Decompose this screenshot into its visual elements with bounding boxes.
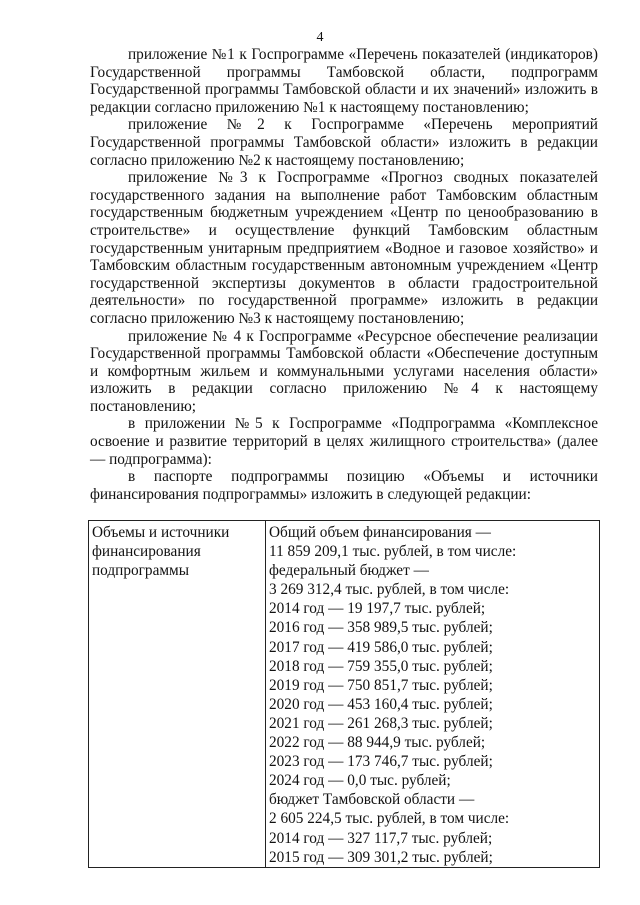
- page-number: 4: [316, 30, 324, 45]
- financing-line: 2018 год — 759 355,0 тыс. рублей;: [269, 657, 493, 675]
- financing-line: 2014 год — 327 117,7 тыс. рублей;: [269, 829, 493, 847]
- financing-line: 2024 год — 0,0 тыс. рублей;: [269, 772, 451, 790]
- paragraph-passport: в паспорте подпрограммы позицию «Объемы и источники финансирования подпрограммы» изложить в следующей редакции:: [90, 468, 598, 503]
- position-name-line: подпрограммы: [92, 562, 190, 580]
- financing-line: 2020 год — 453 160,4 тыс. рублей;: [269, 695, 493, 713]
- financing-line: 2021 год — 261 268,3 тыс. рублей;: [269, 714, 493, 732]
- financing-line: 2015 год — 309 301,2 тыс. рублей;: [269, 848, 493, 866]
- position-name-line: Объемы и источники: [92, 524, 230, 541]
- financing-line: 2019 год — 750 851,7 тыс. рублей;: [269, 676, 493, 694]
- financing-line: 2023 год — 173 746,7 тыс. рублей;: [269, 753, 493, 771]
- financing-line: 2 605 224,5 тыс. рублей, в том числе:: [269, 810, 510, 828]
- financing-line: 11 859 209,1 тыс. рублей, в том числе:: [269, 543, 517, 561]
- financing-line: 2014 год — 19 197,7 тыс. рублей;: [269, 600, 486, 618]
- financing-details-cell: [266, 521, 600, 868]
- financing-line: Общий объем финансирования —: [269, 524, 491, 541]
- financing-line: 2017 год — 419 586,0 тыс. рублей;: [269, 638, 493, 656]
- table-row: [89, 521, 600, 868]
- paragraph-appendix-3: приложение №3 к Госпрограмме «Прогноз сводных показателей государственного задания на выполнение работ Тамбовским областным государственным бюджетным учреждением «Центр по ценообразованию в строительстве» и осуществление функций Тамбовским областным государственным унитарным предприятием «Водное и газовое хозяйство» и Тамбовским областным государственным автономным учреждением «Центр государственной экспертизы документов в области градостроительной деятельности» по государственной программе» изложить в редакции согласно приложению №3 к настоящему постановлению;: [90, 169, 598, 327]
- financing-line: 3 269 312,4 тыс. рублей, в том числе:: [269, 581, 510, 599]
- paragraph-appendix-4: приложение № 4 к Госпрограмме «Ресурсное обеспечение реализации Государственной программы Тамбовской области «Обеспечение доступным и комфортным жильем и коммунальными услугами населения области» изложить в редакции согласно приложению №4 к настоящему постановлению;: [90, 327, 598, 415]
- financing-line: федеральный бюджет —: [269, 562, 429, 580]
- position-name-line: финансирования: [92, 543, 201, 561]
- body-text: [90, 46, 598, 503]
- financing-line: 2016 год — 358 989,5 тыс. рублей;: [269, 619, 493, 637]
- financing-table: [88, 520, 600, 868]
- position-name-cell: [89, 521, 266, 868]
- paragraph-appendix-5: в приложении №5 к Госпрограмме «Подпрограмма «Комплексное освоение и развитие территорий в целях жилищного строительства» (далее — подпрограмма):: [90, 415, 598, 468]
- paragraph-appendix-2: приложение №2 к Госпрограмме «Перечень мероприятий Государственной программы Тамбовской области» изложить в редакции согласно приложению №2 к настоящему постановлению;: [90, 116, 598, 169]
- financing-line: 2022 год — 88 944,9 тыс. рублей;: [269, 734, 486, 752]
- paragraph-appendix-1: приложение №1 к Госпрограмме «Перечень показателей (индикаторов) Государственной программы Тамбовской области, подпрограмм Государственной программы Тамбовской области и их значений» изложить в редакции согласно приложению №1 к настоящему постановлению;: [90, 46, 598, 116]
- financing-line: бюджет Тамбовской области —: [269, 791, 475, 809]
